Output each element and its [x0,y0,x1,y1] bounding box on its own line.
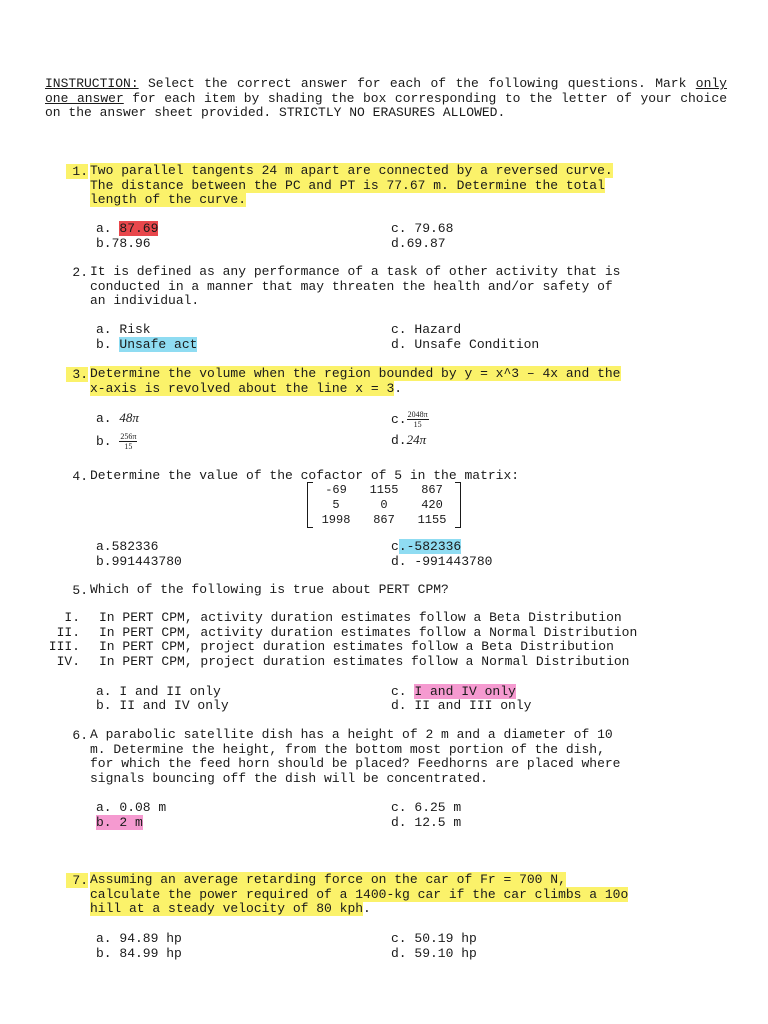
q3-option-c-fraction [407,410,429,429]
q1-line-3: length of the curve. [90,192,247,207]
q4-option-c-value: .-582336 [398,539,462,554]
q1-option-a-value: 87.69 [119,221,159,236]
q3-option-b-prefix: b. [96,433,120,449]
q2-option-b-value: Unsafe act [119,337,198,352]
q3-option-c-prefix: c. [391,411,407,427]
q7-line-1: Assuming an average retarding force on the car of Fr = 700 N, [90,872,566,887]
q7-line-3: hill at a steady velocity of 80 kph [90,901,364,916]
q4-option-a[interactable]: a.582336 [96,539,159,554]
q7-number: 7. [66,873,88,888]
q6-number: 6. [72,728,88,743]
q7-option-b[interactable]: b. 84.99 hp [96,946,182,961]
q5-statement-text: In PERT CPM, project duration estimates follow a Normal Distribution [99,654,630,669]
q4-option-d[interactable]: d. -991443780 [391,554,493,569]
q1-line-1: Two parallel tangents 24 m apart are connected by a reversed curve. [90,163,613,178]
q3-option-c[interactable] [391,410,429,429]
q6-line-3: for which the feed horn should be placed? Feedhorns are placed where [90,756,621,771]
q1-line-2: The distance between the PC and PT is 77.67 m. Determine the total [90,177,605,193]
q2-option-d[interactable]: d. Unsafe Condition [391,337,540,352]
q3-option-a-value: 48π [119,410,139,425]
q3-text [90,367,621,396]
instruction-text-2: for each item by shading the box corresponding to the letter of your choice on the answer sheet provided. STRICTLY NO ERASURES ALLOWED. [45,90,728,120]
q7-option-c[interactable]: c. 50.19 hp [391,931,477,946]
q5-option-c-prefix: c. [391,684,415,699]
q3-option-c-denominator: 15 [413,420,422,429]
q1-text [90,164,613,208]
q2-option-b-prefix: b. [96,337,120,352]
q2-line-1: It is defined as any performance of a task of other activity that is [90,264,621,279]
q3-option-d-value: 24π [406,432,427,447]
q1-option-d[interactable]: d.69.87 [391,236,446,251]
q6-text [90,728,621,786]
matrix-cell: 5 [332,498,340,512]
matrix-cell: 867 [373,513,395,527]
matrix-cell: 1155 [417,513,447,527]
q4-number: 4. [72,469,88,484]
q5-option-d[interactable]: d. II and III only [391,698,532,713]
q7-option-d[interactable]: d. 59.10 hp [391,946,477,961]
matrix-cell: -69 [325,483,347,497]
q1-option-c[interactable]: c. 79.68 [391,221,454,236]
q5-option-b[interactable]: b. II and IV only [96,698,229,713]
matrix-cell: 0 [380,498,388,512]
matrix-cell: 867 [421,483,443,497]
q1-option-a[interactable] [96,221,158,236]
q3-option-d[interactable] [391,432,426,448]
q2-option-c[interactable]: c. Hazard [391,322,462,337]
q3-option-b-numerator: 256π [120,432,137,441]
matrix-cell: 1998 [321,513,351,527]
q3-line-2: x-axis is revolved about the line x = 3 [90,380,395,396]
q5-statement-number: I. [64,610,80,625]
q2-line-2: conducted in a manner that may threaten the health and/or safety of [90,278,613,294]
q4-option-c[interactable] [391,539,461,554]
q6-option-b[interactable] [96,815,143,830]
matrix-row-2 [308,498,460,512]
q2-number: 2. [72,265,88,280]
q3-number: 3. [66,367,88,382]
q3-option-b-fraction [119,432,137,451]
q5-statement-text: In PERT CPM, activity duration estimates follow a Normal Distribution [99,625,638,640]
q3-option-a-prefix: a. [96,411,120,426]
instruction-emphasis: only one answer [45,76,727,106]
matrix-row-1 [308,483,460,497]
q7-line-end: . [363,901,371,916]
q2-line-3: an individual. [90,293,200,308]
q5-statement-text: In PERT CPM, project duration estimates follow a Beta Distribution [99,639,614,654]
q5-statement-number: II. [56,625,80,640]
q6-option-c[interactable]: c. 6.25 m [391,800,462,815]
q7-line-2: calculate the power required of a 1400-kg car if the car climbs a 10o [90,886,629,902]
q5-option-a[interactable]: a. I and II only [96,684,221,699]
q1-number: 1. [66,164,88,179]
q7-text [90,873,628,917]
instruction-text-1: Select the correct answer for each of the following questions. Mark [138,76,696,91]
q5-option-c[interactable] [391,684,516,699]
q4-option-c-prefix: c [391,539,399,554]
instruction-label: INSTRUCTION: [45,76,139,91]
q5-text: Which of the following is true about PERT CPM? [90,582,449,597]
q5-statement-number: III. [48,639,80,654]
q6-option-b-value: b. 2 m [96,815,143,830]
q3-option-c-numerator: 2048π [407,410,428,419]
q6-line-4: signals bouncing off the dish will be concentrated. [90,770,488,786]
instruction-paragraph [45,77,727,121]
q5-option-c-value: I and IV only [414,684,516,699]
q3-option-b[interactable] [96,432,137,451]
q6-line-1: A parabolic satellite dish has a height of 2 m and a diameter of 10 [90,727,613,742]
q3-line-1: Determine the volume when the region bounded by y = x^3 – 4x and the [90,366,621,381]
matrix-row-3 [308,513,460,527]
q6-option-a[interactable]: a. 0.08 m [96,800,167,815]
q7-option-a[interactable]: a. 94.89 hp [96,931,182,946]
q1-option-a-prefix: a. [96,221,120,236]
q6-line-2: m. Determine the height, from the bottom most portion of the dish, [90,741,605,757]
matrix-cell: 1155 [369,483,399,497]
q2-option-a[interactable]: a. Risk [96,322,151,337]
q3-option-d-prefix: d. [391,433,407,448]
q4-text: Determine the value of the cofactor of 5 in the matrix: [90,468,520,483]
q3-option-a[interactable] [96,410,139,426]
matrix-cell: 420 [421,498,443,512]
q3-line-end: . [394,380,403,396]
q5-statement-text: In PERT CPM, activity duration estimates follow a Beta Distribution [99,610,622,625]
cofactor-matrix [307,482,461,528]
q5-number: 5. [72,583,88,598]
q2-option-b[interactable] [96,337,197,352]
q3-option-b-denominator: 15 [124,442,133,451]
q1-option-b[interactable]: b.78.96 [96,236,151,251]
q4-option-b[interactable]: b.991443780 [96,554,182,569]
q2-text [90,265,621,309]
q6-option-d[interactable]: d. 12.5 m [391,815,462,830]
q5-statement-number: IV. [56,654,80,669]
